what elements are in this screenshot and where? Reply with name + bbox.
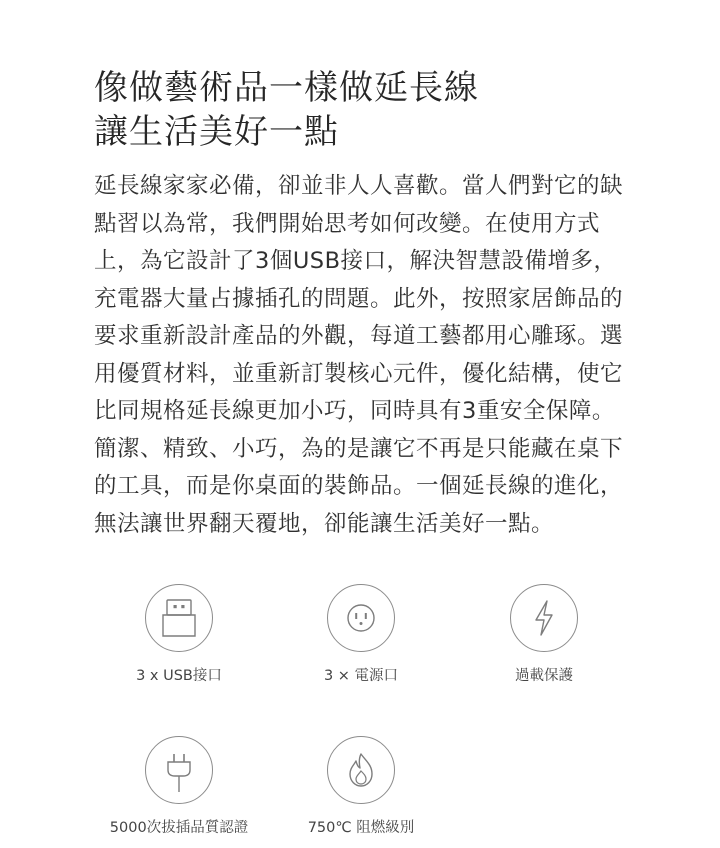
description-line: 上，為它設計了3個USB接口，解決智慧設備增多， [94,248,617,274]
description-line: 的工具，而是你桌面的裝飾品。一個延長線的進化， [94,473,624,499]
description-line: 比同規格延長線更加小巧，同時具有3重安全保障。 [94,398,615,424]
description-line: 簡潔、精致、小巧，為的是讓它不再是只能藏在桌下 [94,435,624,462]
feature-label: 3 x USB接口 [136,668,222,684]
description-line: 要求重新設計產品的外觀，每道工藝都用心雕琢。選 [94,323,624,349]
feature-power-outlets [271,584,451,686]
feature-usb-ports [89,584,269,686]
feature-label: 3 × 電源口 [323,668,399,684]
feature-label: 5000次拔插品質認證 [109,820,249,836]
heading-line-1: 像做藝術品一樣做延長線 [94,68,479,108]
feature-label: 過載保護 [515,668,573,684]
description-line: 充電器大量占據插孔的問題。此外，按照家居飾品的 [94,285,624,312]
heading-line-2: 讓生活美好一點 [94,112,339,152]
power-plug-icon [145,736,213,804]
description-line: 無法讓世界翻天覆地，卻能讓生活美好一點。 [94,510,555,537]
description-line: 延長線家家必備，卻並非人人喜歡。當人們對它的缺 [94,173,624,199]
feature-label: 750℃ 阻燃級別 [307,820,415,836]
flame-icon [327,736,395,804]
feature-overload-protection [454,584,634,686]
page-heading [94,66,479,154]
description-line: 點習以為常，我們開始思考如何改變。在使用方式 [94,210,601,237]
feature-plug-durability [89,736,269,838]
usb-port-icon [145,584,213,652]
lightning-bolt-icon [510,584,578,652]
description-paragraph [94,168,634,543]
description-line: 用優質材料，並重新訂製核心元件，優化結構，使它 [94,360,624,387]
power-outlet-icon [327,584,395,652]
feature-flame-retardant [271,736,451,838]
